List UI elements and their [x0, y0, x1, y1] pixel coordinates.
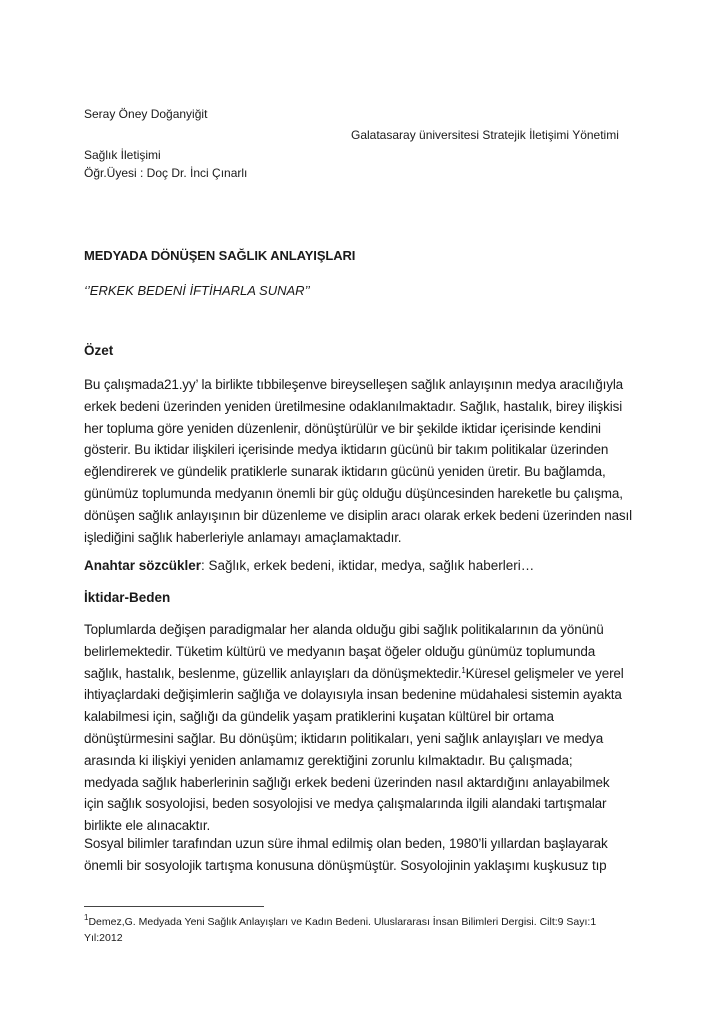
section-line: dönüştürmesini sağlar. Bu dönüşüm; iktidarın politikaları, yeni sağlık anlayışları ve medya	[84, 730, 604, 746]
section-line: için sağlık sosyolojisi, beden sosyolojisi ve medya çalışmalarında ilgili alandaki tartışmalar	[84, 796, 607, 812]
section-paragraph	[84, 619, 644, 837]
author-name: Seray Öney Doğanyiğit	[84, 107, 208, 121]
footnote-line	[84, 914, 674, 930]
footnote-reference[interactable]: 1	[461, 665, 466, 675]
abstract-heading: Özet	[84, 343, 114, 358]
section-line-start: sağlık, hastalık, beslenme, güzellik anlayışları da dönüşmektedir.	[84, 665, 462, 681]
section-line: Toplumlarda değişen paradigmalar her alanda olduğu gibi sağlık politikalarının da yönünü	[84, 622, 604, 637]
institution-name: Galatasaray üniversitesi Stratejik İletişimi Yönetimi	[351, 128, 619, 142]
keywords-text: : Sağlık, erkek bedeni, iktidar, medya, sağlık haberleri…	[201, 558, 535, 573]
section-line-with-ref	[84, 663, 644, 685]
abstract-line: gösterir. Bu iktidar ilişkileri içerisinde medya iktidarın gücünü bir takım politikalar üzerinden	[84, 442, 609, 458]
section-line: medyada sağlık haberlerinin sağlığı erkek bedeni üzerinden nasıl aktardığını anlayabilmek	[84, 774, 610, 790]
abstract-line: dönüşen sağlık anlayışının bir düzenleme ve disiplin aracı olarak erkek bedeni üzerinden nasıl	[84, 507, 632, 523]
document-subtitle: ‘’ERKEK BEDENİ İFTİHARLA SUNAR’’	[84, 283, 310, 298]
section-line: ihtiyaçlardaki değişimlerin sağlığa ve dolayısıyla insan bedenine müdahalesi sistemin ayakta	[84, 687, 622, 703]
section-line: birlikte ele alınacaktır.	[84, 818, 211, 834]
abstract-line: Bu çalışmada21.yy’ la birlikte tıbbileşenve bireyselleşen sağlık anlayışının medya aracılığıyla	[84, 377, 624, 392]
abstract-line: her topluma göre yeniden düzenlenir, dönüştürülür ve bir şekilde iktidar içerisinde kendini	[84, 420, 601, 436]
footnote-mark: 1	[84, 913, 89, 922]
footnote-line: Yıl:2012	[84, 932, 123, 944]
section-line: önemli bir sosyolojik tartışma konusuna dönüşmüştür. Sosyolojinin yaklaşımı kuşkusuz tıp	[84, 857, 607, 873]
abstract-line: eğlendirerek ve gündelik pratiklerle sunarak iktidarın gücünü yeniden üretir. Bu bağlamda,	[84, 464, 606, 480]
advisor-name: Öğr.Üyesi : Doç Dr. İnci Çınarlı	[84, 166, 248, 180]
keywords-line	[84, 558, 534, 573]
department-name: Sağlık İletişimi	[84, 148, 161, 162]
footnote-text: Demez,G. Medyada Yeni Sağlık Anlayışları ve Kadın Bedeni. Uluslararası İnsan Bilimleri Dergisi. Cilt:9 Sayı:1	[88, 916, 597, 928]
abstract-line: erkek bedeni üzerinden yeniden üretilmesine odaklanılmaktadır. Sağlık, hastalık, birey ilişkisi	[84, 398, 623, 414]
document-title: MEDYADA DÖNÜŞEN SAĞLIK ANLAYIŞLARI	[84, 248, 356, 263]
section-line: belirlemektedir. Tüketim kültürü ve medyanın başat öğeler olduğu günümüz toplumunda	[84, 643, 596, 659]
abstract-line: günümüz toplumunda medyanın önemli bir güç olduğu düşüncesinden hareketle bu çalışma,	[84, 485, 623, 501]
abstract-paragraph	[84, 374, 644, 548]
section-line: kalabilmesi için, sağlığı da gündelik yaşam pratiklerini kuşatan kültürel bir ortama	[84, 709, 554, 725]
footnote-separator	[84, 906, 264, 907]
abstract-line: işlediğini sağlık haberleriyle anlamayı amaçlamaktadır.	[84, 529, 402, 545]
footnote	[84, 914, 674, 946]
section-line: arasında ki ilişkiyi yeniden anlamamız gerektiğini zorunlu kılmaktadır. Bu çalışmada;	[84, 752, 573, 768]
section-paragraph-2	[84, 833, 644, 877]
section-line: Sosyal bilimler tarafından uzun süre ihmal edilmiş olan beden, 1980’li yıllardan başlayarak	[84, 836, 608, 851]
section-line-end: Küresel gelişmeler ve yerel	[465, 665, 624, 681]
section-heading: İktidar-Beden	[84, 590, 171, 605]
keywords-label: Anahtar sözcükler	[84, 558, 202, 573]
